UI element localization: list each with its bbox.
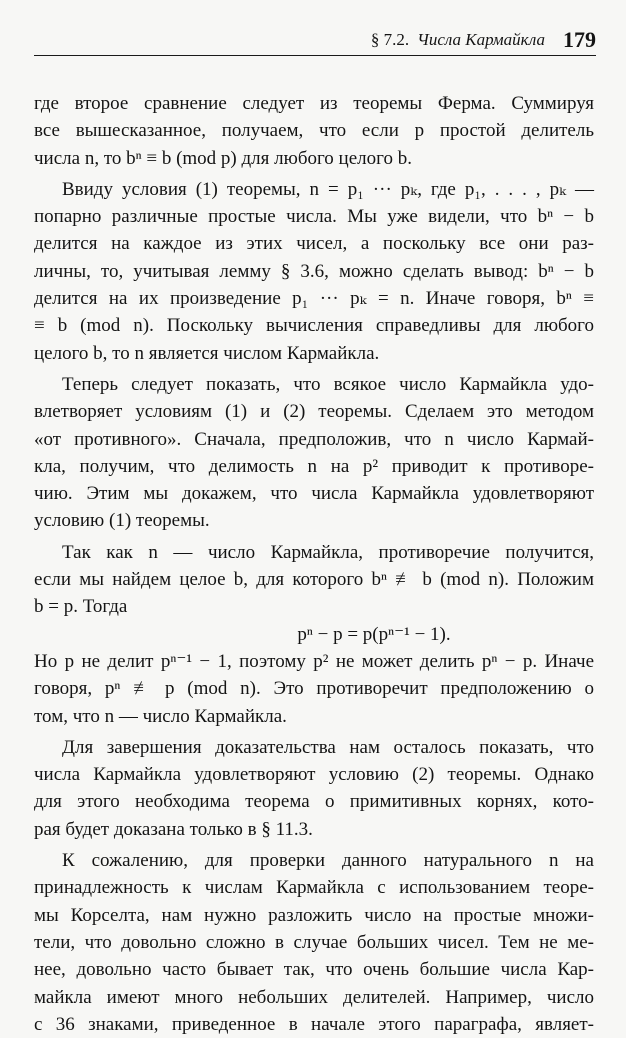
text-line: тели, что довольно сложно в случае больших чисел. Тем не ме- bbox=[34, 931, 594, 953]
text-line: К сожалению, для проверки данного натурального n на bbox=[62, 850, 594, 872]
text-line: том, что n — число Кармайкла. bbox=[34, 705, 287, 727]
text-line: влетворяет условиям (1) и (2) теоремы. Сделаем это методом bbox=[34, 401, 594, 423]
text-line: если мы найдем целое b, для которого bⁿ ≢ b (mod n). Положим bbox=[34, 569, 594, 591]
text-line: нее, довольно часто бывает так, что очень большие числа Кар- bbox=[34, 959, 594, 981]
text-line: ≡ b (mod n). Поскольку вычисления справедливы для любого bbox=[34, 315, 594, 337]
formula-line: pⁿ − p = p(pⁿ⁻¹ − 1). bbox=[297, 623, 451, 645]
text-line: говоря, pⁿ ≢ p (mod n). Это противоречит предположению о bbox=[34, 678, 594, 700]
text-line: целого b, то n является числом Кармайкла. bbox=[34, 342, 380, 364]
paragraph bbox=[34, 539, 594, 621]
text-line: числа Кармайкла удовлетворяют условию (2) теоремы. Однако bbox=[34, 764, 594, 786]
text-line: личны, то, учитывая лемму § 3.6, можно сделать вывод: bⁿ − b bbox=[34, 260, 594, 282]
text-line: рая будет доказана только в § 11.3. bbox=[34, 818, 313, 840]
display-formula bbox=[34, 621, 594, 648]
text-line: делится на их произведение p₁ ··· pₖ = n. Иначе говоря, bⁿ ≡ bbox=[34, 288, 594, 310]
paragraph bbox=[34, 648, 594, 730]
text-line: Теперь следует показать, что всякое число Кармайкла удо- bbox=[62, 373, 594, 395]
paragraph bbox=[34, 734, 594, 843]
text-line: попарно различные простые числа. Мы уже видели, что bⁿ − b bbox=[34, 206, 594, 228]
text-line: принадлежность к числам Кармайкла с использованием теоре- bbox=[34, 877, 594, 899]
text-line: Ввиду условия (1) теоремы, n = p₁ ··· pₖ, где p₁, . . . , pₖ — bbox=[62, 178, 594, 200]
text-line: мы Корселта, нам нужно разложить число на простые множи- bbox=[34, 904, 594, 926]
text-line: числа n, то bⁿ ≡ b (mod p) для любого целого b. bbox=[34, 147, 412, 169]
text-line: кла, получим, что делимость n на p² приводит к противоре- bbox=[34, 455, 594, 477]
text-line: условию (1) теоремы. bbox=[34, 510, 210, 532]
text-line: где второе сравнение следует из теоремы Ферма. Суммируя bbox=[34, 93, 594, 114]
text-line: Но p не делит pⁿ⁻¹ − 1, поэтому p² не может делить pⁿ − p. Иначе bbox=[34, 650, 594, 672]
text-line: с 36 знаками, приведенное в начале этого параграфа, являет- bbox=[34, 1013, 594, 1035]
text-line: Для завершения доказательства нам осталось показать, что bbox=[62, 736, 594, 758]
paragraph bbox=[34, 371, 594, 535]
text-line: b = p. Тогда bbox=[34, 596, 128, 618]
paragraph bbox=[34, 90, 594, 172]
paragraph bbox=[34, 847, 594, 1038]
text-line: майкла имеют много небольших делителей. Например, число bbox=[34, 986, 594, 1008]
text-line: Так как n — число Кармайкла, противоречие получится, bbox=[62, 541, 594, 563]
page-number: 179 bbox=[563, 27, 596, 52]
header-chapter-title: Числа Кармайкла bbox=[417, 30, 545, 49]
text-line: все вышесказанное, получаем, что если p простой делитель bbox=[34, 120, 594, 142]
text-line: чию. Этим мы докажем, что числа Кармайкла удовлетворяют bbox=[34, 483, 594, 505]
page-body bbox=[34, 90, 594, 1038]
running-header bbox=[34, 28, 596, 56]
paragraph bbox=[34, 176, 594, 367]
text-line: делится на каждое из этих чисел, а поскольку все они раз- bbox=[34, 233, 594, 255]
text-line: для этого необходима теорема о примитивных корнях, кото- bbox=[34, 791, 594, 813]
header-section-number: § 7.2. bbox=[370, 30, 410, 49]
text-line: «от противного». Сначала, предположив, что n число Кармай- bbox=[34, 428, 594, 450]
